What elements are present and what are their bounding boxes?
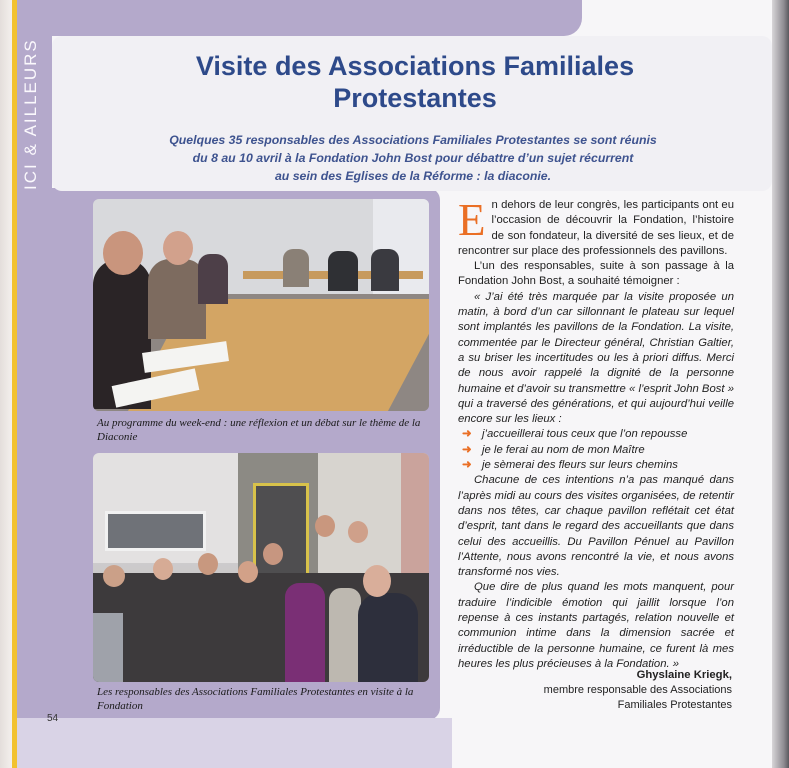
yellow-spine-bar [12,0,17,768]
arrow-icon: ➜ [462,428,472,441]
title-line-1: Visite des Associations Familiales [195,51,635,81]
author-name: Ghyslaine Kriegk, [636,669,732,681]
drop-cap: E [458,195,486,245]
meeting-photo [93,199,429,411]
photo-person [198,254,228,304]
photo-face [198,553,218,575]
list-item-text: j’accueillerai tous ceux que l’on repousse [482,428,688,441]
paragraph-4: Chacune de ces intentions n’a pas manqué dans l’après midi au cours des visites organisées, de retentir dans nos têtes, car chaque pavillon reflétait cet état d’esprit, tant dans le regard des accueillants que dans celui des accueillis. Du Pavillon Pénuel au Pavillon l’Attente, nous avons rencontré la vie, et nous avons transformé nos vies. [458,474,734,579]
section-label: ICI & AILLEURS [21,38,40,190]
intro-line-1: Quelques 35 responsables des Associations Familiales Protestantes se sont réunis [169,133,657,147]
intro-line-2: du 8 au 10 avril à la Fondation John Bost pour débattre d’un sujet récurrent [192,151,634,165]
article-title [95,50,735,114]
photo-face [348,521,368,543]
photo-woman-face [103,231,143,275]
list-item-text: je sèmerai des fleurs sur leurs chemins [482,459,678,472]
title-line-2: Protestantes [333,83,497,113]
intro-line-3: au sein des Eglises de la Réforme : la diaconie. [274,169,552,183]
article-body [458,195,734,672]
arrow-icon: ➜ [462,459,472,472]
list-item-text: je le ferai au nom de mon Maître [482,443,645,456]
paragraph-5: Que dire de plus quand les mots manquent, pour traduire l’indicible émotion qui jaillit lorsque l’on repense à ces instants partagés, relation nouvelle et communion intime dans la dimension sacrée et irréductible de la personne humaine, ce furent là mes heures les plus précieuses à la Fondation. » [458,581,734,670]
group-photo [93,453,429,682]
photo-person [371,249,399,291]
photo-face [238,561,258,583]
photo-face [263,543,283,565]
bottom-band [17,718,452,768]
page-number: 54 [47,713,59,724]
photo-purple-coat [285,583,325,682]
author-role-line-2: Familiales Protestantes [617,699,732,711]
list-item [458,443,734,458]
photo-man-suit [358,593,418,682]
photo-face [103,565,125,587]
photo-face [153,558,173,580]
photo-person [283,249,309,287]
group-photo-caption: Les responsables des Associations Familiales Protestantes en visite à la Fondation [97,686,414,712]
photo-man-face [163,231,193,265]
photo-person [328,251,358,291]
photo-face [315,515,335,537]
intentions-list [458,427,734,473]
page-edge-shadow [772,0,789,768]
paragraph-3: « J’ai été très marquée par la visite proposée un matin, à bord d’un car sillonnant le plateau sur lequel sont implantés les pavillons de la Fondation. La visite, commentée par le Directeur général, Christian Galtier, a su briser les incertitudes ou les à priori diffus. Merci de nous avoir rappelé la dignité de la personne humaine et d’avoir su transmettre « l’esprit John Bost » qui a traversé des générations, et qui aujourd’hui veille encore sur les lieux : [458,290,734,426]
meeting-photo-caption: Au programme du week-end : une réflexion et un débat sur le thème de la Diaconie [97,417,421,443]
photo-window [105,511,206,551]
article-intro [98,131,728,185]
paragraph-2: L’un des responsables, suite à son passage à la Fondation John Bost, a souhaité témoigner : [458,260,734,288]
paragraph-1: n dehors de leur congrès, les participants ont eu l’occasion de découvrir la Fondation, l’histoire de son fondateur, la diversité de ses lieux, et de rencontrer sur place des professionnels des pavillons. [458,199,734,257]
signature [540,668,732,713]
photo-person [329,588,361,682]
photo-person [93,613,123,682]
photo-face [363,565,391,597]
arrow-icon: ➜ [462,443,472,456]
photo-door [253,483,309,579]
list-item [458,458,734,473]
top-band [17,0,582,36]
list-item [458,427,734,442]
author-role-line-1: membre responsable des Associations [543,684,732,696]
